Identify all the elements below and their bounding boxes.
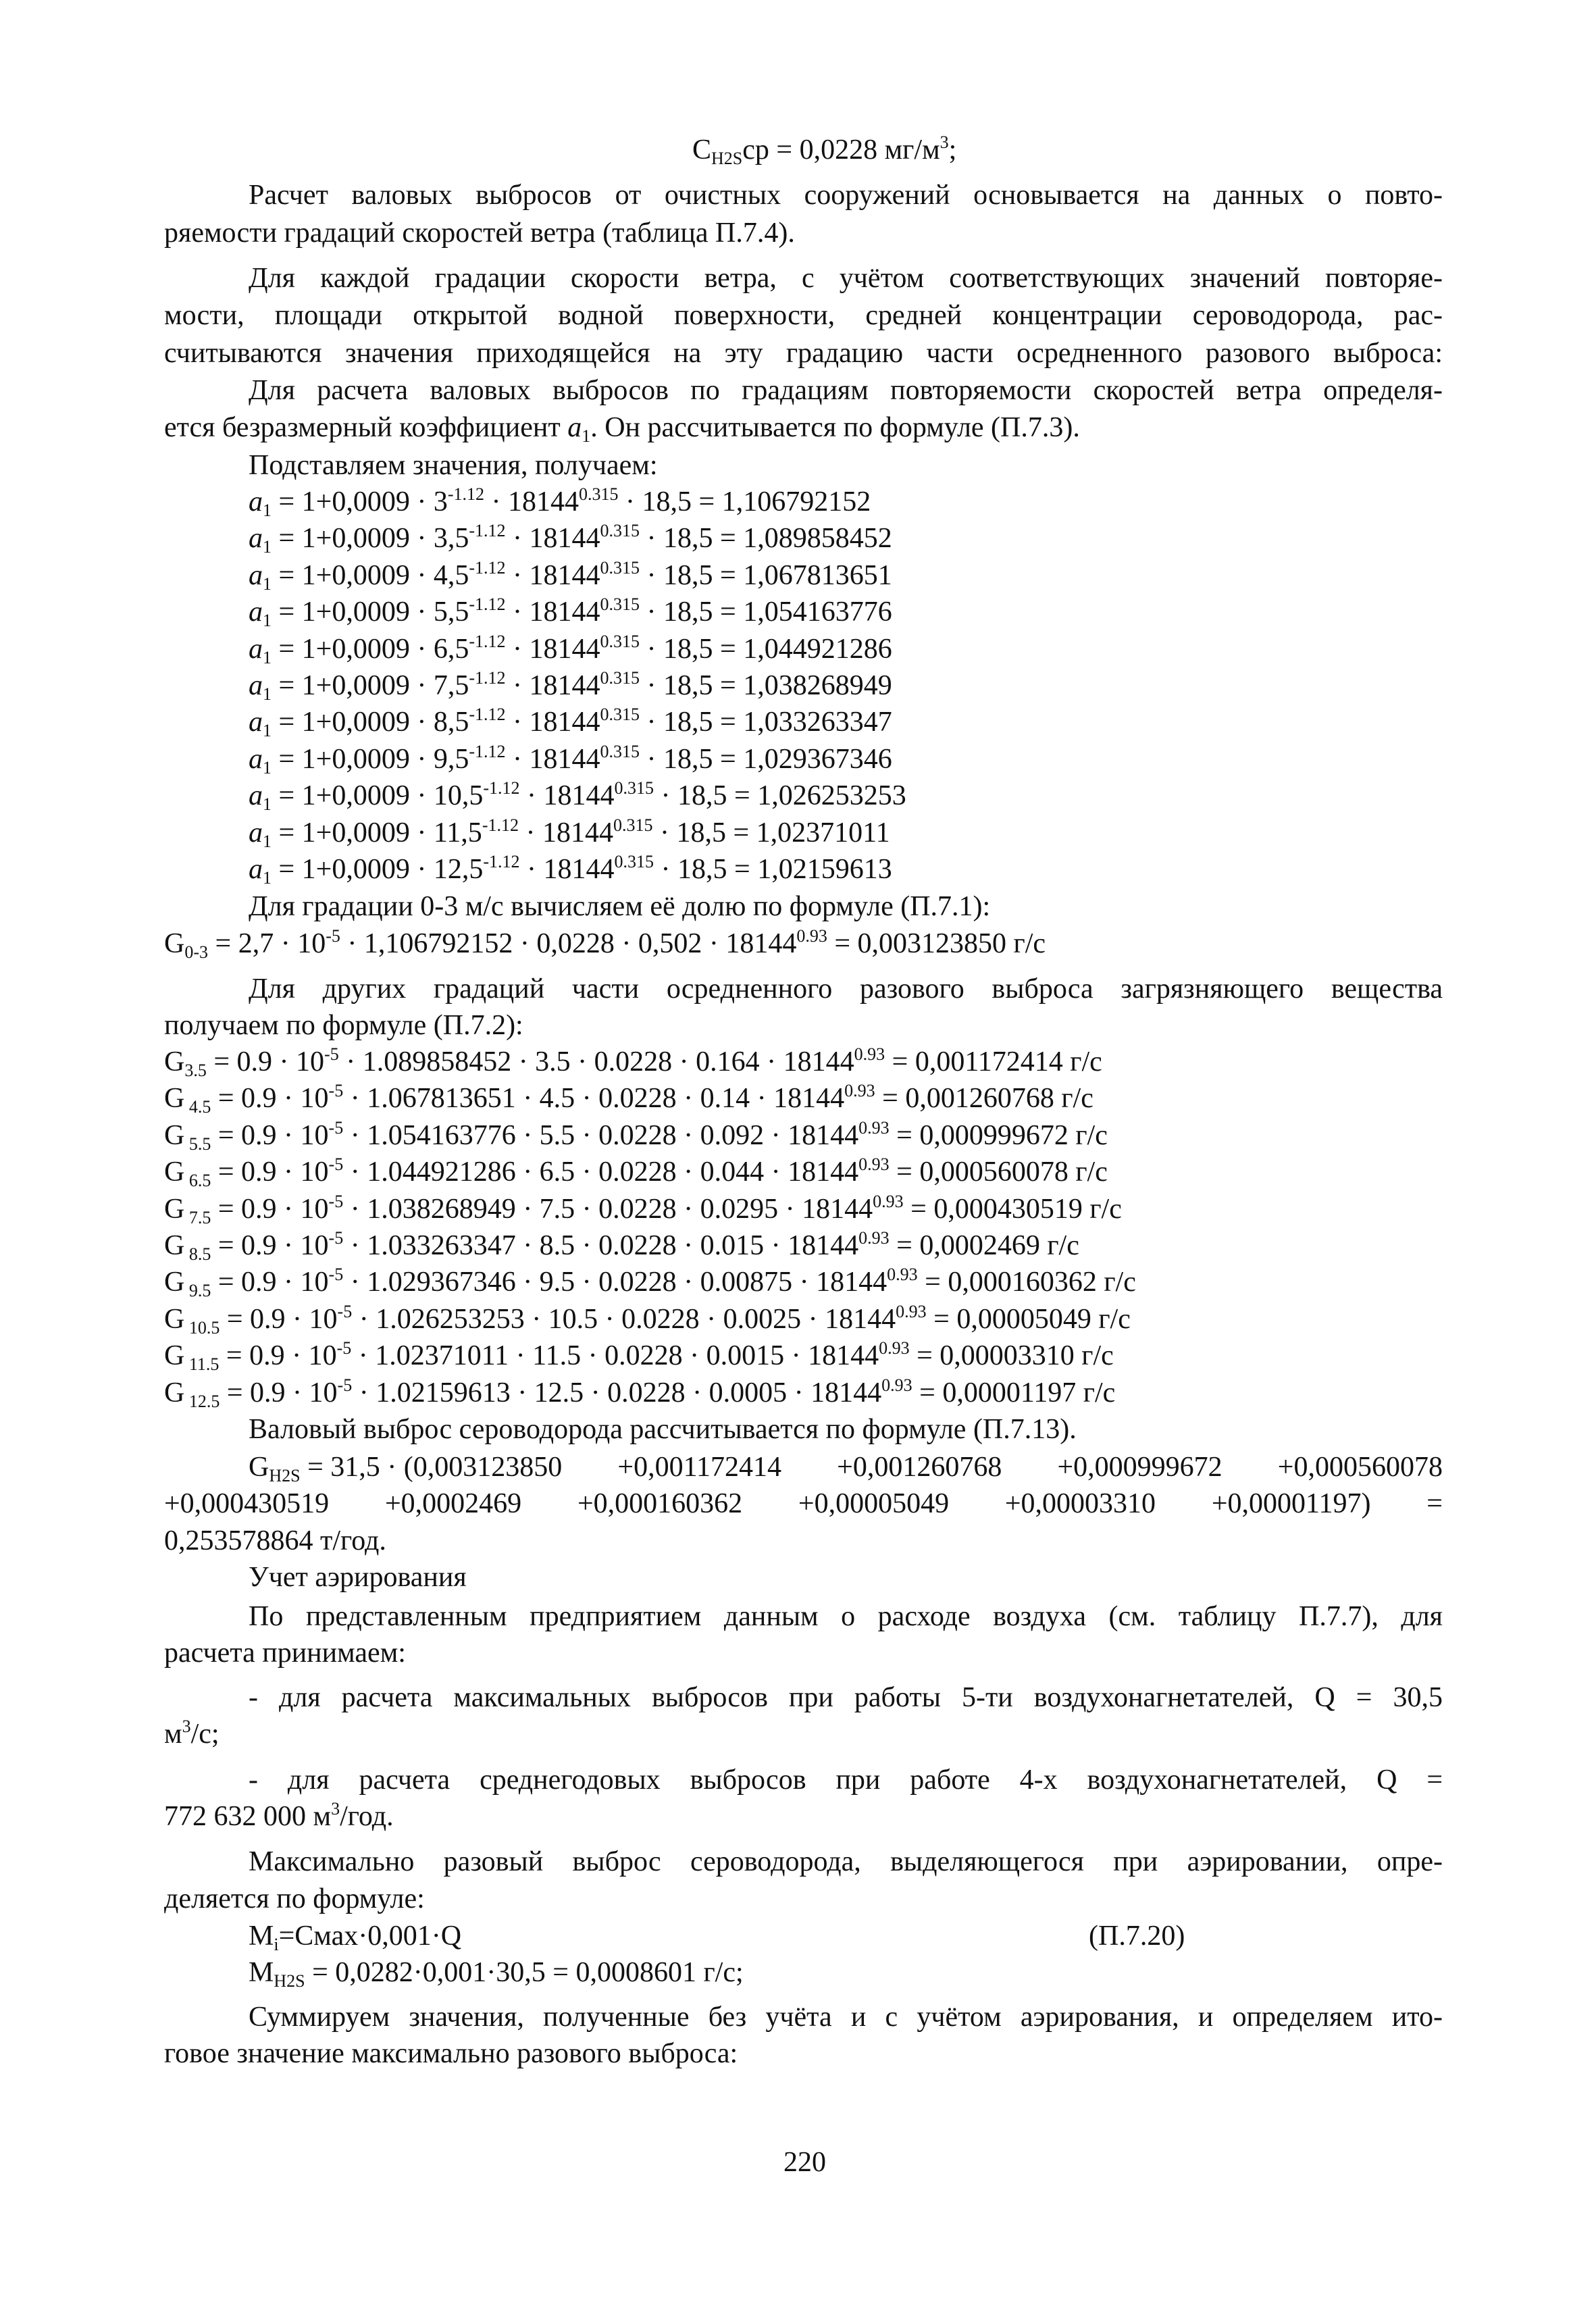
g-var: G xyxy=(164,1377,185,1408)
g-a: = 0.9 · 10 xyxy=(219,1340,337,1372)
g-e2: 0.93 xyxy=(896,1301,927,1321)
a1-exp1: -1.12 xyxy=(483,852,520,871)
a1-formula-line xyxy=(249,778,906,814)
a1-sub: 1 xyxy=(263,757,272,778)
a1-prefix: = 1+0,0009 · 4,5 xyxy=(272,559,469,591)
g-body: · 1.038268949 · 7.5 · 0.0228 · 0.0295 · 18144 xyxy=(343,1193,873,1225)
para-13-line-1: Суммируем значения, полученные без учёта и с учётом аэрирования, и определяем ито- xyxy=(249,2002,1443,2033)
para-2-line-1: Для каждой градации скорости ветра, с учётом соответствующих значений повторяе- xyxy=(249,263,1443,294)
a1-exp2: 0.315 xyxy=(600,594,640,615)
g-var: G xyxy=(164,1340,185,1372)
mh2s-rest: = 0,0282·0,001·30,5 = 0,0008601 г/с; xyxy=(305,1957,744,1988)
g-e1: -5 xyxy=(328,1117,344,1138)
a1-mid: · 18144 xyxy=(505,670,600,701)
a1-var: a xyxy=(249,596,263,628)
g-e1: -5 xyxy=(324,1044,339,1064)
g03-sub: 0-3 xyxy=(184,942,209,962)
a1-prefix: = 1+0,0009 · 11,5 xyxy=(272,817,482,848)
a1-mid: · 18144 xyxy=(484,486,580,517)
gh2s-term: +0,000560078 xyxy=(1277,1452,1443,1483)
para-6-line-1: Для других градаций части осредненного разового выброса загрязняющего вещества xyxy=(249,973,1443,1005)
g-sub: 3.5 xyxy=(184,1061,207,1080)
g-e1: -5 xyxy=(328,1228,344,1248)
p10-sup: 3 xyxy=(182,1717,191,1736)
g-var: G xyxy=(164,1083,185,1115)
g-a: = 0.9 · 10 xyxy=(211,1119,329,1151)
g-sub: 11.5 xyxy=(184,1354,220,1375)
a1-sub: 1 xyxy=(263,721,272,741)
para-10-line-1: - для расчета максимальных выбросов при работы 5-ти воздухонагнетателей, Q = 30,5 xyxy=(249,1682,1443,1713)
para-11-line-1: - для расчета среднегодовых выбросов при работе 4-х воздухонагнетателей, Q = xyxy=(249,1764,1443,1796)
a1-tail: · 18,5 = 1,067813651 xyxy=(640,559,892,591)
mh2s-formula xyxy=(249,1954,744,1991)
gh2s-term: +0,000430519 xyxy=(164,1488,330,1519)
a1-tail: · 18,5 = 1,02159613 xyxy=(654,854,892,885)
a1-var: a xyxy=(249,633,263,665)
para-1-line-2: ряемости градаций скоростей ветра (таблица П.7.4). xyxy=(164,218,795,249)
g-body: · 1.044921286 · 6.5 · 0.0228 · 0.044 · 18144 xyxy=(343,1156,859,1188)
para-9-line-2: расчета принимаем: xyxy=(164,1637,406,1669)
a1-formula-line xyxy=(249,557,892,594)
a1-formula-line xyxy=(249,594,892,630)
g-body: · 1.029367346 · 9.5 · 0.0228 · 0.00875 · 18144 xyxy=(343,1267,887,1298)
a1-prefix: = 1+0,0009 · 6,5 xyxy=(272,633,469,665)
g-sub: 5.5 xyxy=(184,1134,211,1154)
g-sub: 9.5 xyxy=(184,1281,211,1301)
a1-exp1: -1.12 xyxy=(482,815,519,835)
a1-var: a xyxy=(249,523,263,555)
g-e2: 0.93 xyxy=(879,1338,910,1358)
a1-prefix: = 1+0,0009 · 10,5 xyxy=(272,780,484,812)
g-a: = 0.9 · 10 xyxy=(211,1267,329,1298)
g03-e2: 0.93 xyxy=(796,926,827,946)
g-e2: 0.93 xyxy=(844,1081,875,1101)
a1-exp2: 0.315 xyxy=(614,852,654,871)
g-sub: 6.5 xyxy=(184,1171,211,1191)
a1-tail: · 18,5 = 1,033263347 xyxy=(640,707,892,738)
gh2s-term: +0,000999672 xyxy=(1057,1452,1222,1483)
p11-b: /год. xyxy=(340,1801,394,1832)
a1-exp1: -1.12 xyxy=(469,631,506,651)
g-body: · 1.02371011 · 11.5 · 0.0228 · 0.0015 · 18144 xyxy=(351,1340,879,1372)
a1-mid: · 18144 xyxy=(505,743,600,775)
a1-prefix: = 1+0,0009 · 8,5 xyxy=(272,707,469,738)
g-e1: -5 xyxy=(337,1301,353,1321)
para-12-line-1: Максимально разовый выброс сероводорода, выделяющегося при аэрировании, опре- xyxy=(249,1846,1443,1877)
a1-exp2: 0.315 xyxy=(600,631,640,651)
a1-exp1: -1.12 xyxy=(469,705,506,725)
gh2s-term: +0,00005049 xyxy=(798,1488,950,1519)
g-e1: -5 xyxy=(328,1154,344,1175)
a1-sub: 1 xyxy=(263,684,272,704)
a1-formula-line xyxy=(249,484,871,520)
a1-exp1: -1.12 xyxy=(447,484,485,504)
g-body: · 1.02159613 · 12.5 · 0.0228 · 0.0005 · 18144 xyxy=(352,1377,882,1408)
g-e2: 0.93 xyxy=(858,1228,890,1248)
p11-sup: 3 xyxy=(331,1799,340,1819)
a1-exp2: 0.315 xyxy=(579,484,619,504)
g03-c: = 0,003123850 г/с xyxy=(827,928,1046,959)
g-res: = 0,00001197 г/с xyxy=(912,1377,1116,1408)
a1-sub: 1 xyxy=(263,501,272,520)
coef-a1-sub: 1 xyxy=(582,426,591,446)
a1-formula-line xyxy=(249,704,892,740)
g-formula-line xyxy=(164,1080,1093,1117)
gh2s-term: +0,00003310 xyxy=(1004,1488,1156,1519)
g-var: G xyxy=(164,1303,185,1335)
a1-sub: 1 xyxy=(263,611,272,631)
g-var: G xyxy=(164,1193,185,1225)
gh2s-line-2 xyxy=(164,1485,1443,1522)
a1-prefix: = 1+0,0009 · 5,5 xyxy=(272,596,469,628)
g-e1: -5 xyxy=(328,1081,344,1101)
para-5: Для градации 0-3 м/с вычисляем её долю по формуле (П.7.1): xyxy=(249,891,991,922)
g-res: = 0,000160362 г/с xyxy=(917,1267,1136,1298)
a1-sub: 1 xyxy=(263,794,272,815)
a1-mid: · 18144 xyxy=(518,817,613,848)
heading-sub: H2S xyxy=(711,149,743,168)
a1-prefix: = 1+0,0009 · 3,5 xyxy=(272,523,469,555)
gh2s-eq: = 31,5 · (0,003123850 xyxy=(300,1452,563,1483)
a1-formula-line xyxy=(249,667,892,704)
g-a: = 0.9 · 10 xyxy=(211,1156,329,1188)
g-var: G xyxy=(164,1046,185,1077)
g-body: · 1.067813651 · 4.5 · 0.0228 · 0.14 · 18144 xyxy=(343,1083,845,1115)
a1-exp2: 0.315 xyxy=(600,668,640,688)
a1-tail: · 18,5 = 1,054163776 xyxy=(640,596,892,628)
g-e2: 0.93 xyxy=(873,1191,904,1211)
a1-formula-line xyxy=(249,741,892,778)
heading-end: ; xyxy=(948,134,957,166)
a1-prefix: = 1+0,0009 · 3 xyxy=(272,486,448,517)
a1-mid: · 18144 xyxy=(505,559,600,591)
g-sub: 8.5 xyxy=(184,1244,211,1264)
g-formula-line xyxy=(164,1227,1079,1264)
para-3-line-1: Для расчета валовых выбросов по градациям повторяемости скоростей ветра определя- xyxy=(249,375,1443,406)
g-e2: 0.93 xyxy=(858,1117,890,1138)
g-e2: 0.93 xyxy=(858,1154,890,1175)
para-8-subheading: Учет аэрирования xyxy=(249,1562,467,1593)
para-2-line-3: считываются значения приходящейся на эту градацию части осредненного разового выброса: xyxy=(164,338,1443,369)
a1-mid: · 18144 xyxy=(519,780,615,812)
g-formula-line xyxy=(164,1044,1102,1080)
g-e2: 0.93 xyxy=(887,1265,918,1285)
a1-tail: · 18,5 = 1,106792152 xyxy=(618,486,871,517)
heading-rest: ср = 0,0228 мг/м xyxy=(742,134,940,166)
g-e1: -5 xyxy=(328,1265,344,1285)
g-res: = 0,000430519 г/с xyxy=(903,1193,1122,1225)
a1-exp1: -1.12 xyxy=(469,668,506,688)
g-res: = 0,000999672 г/с xyxy=(889,1119,1108,1151)
g-sub: 4.5 xyxy=(184,1097,211,1117)
a1-mid: · 18144 xyxy=(519,854,615,885)
para-12-line-2: деляется по формуле: xyxy=(164,1883,425,1914)
g-formula-line xyxy=(164,1264,1136,1300)
g-res: = 0,0002469 г/с xyxy=(889,1230,1079,1261)
a1-formula-line xyxy=(249,851,892,888)
gh2s-term: = xyxy=(1426,1488,1443,1519)
f20-rest: =Cмах·0,001·Q xyxy=(278,1921,462,1952)
gh2s-term: +0,000160362 xyxy=(577,1488,743,1519)
a1-tail: · 18,5 = 1,02371011 xyxy=(652,817,890,848)
gh2s-term: +0,001172414 xyxy=(617,1452,782,1483)
formula-p7-20 xyxy=(249,1918,461,1954)
a1-exp1: -1.12 xyxy=(469,521,506,541)
a1-exp2: 0.315 xyxy=(600,557,640,578)
g-var: G xyxy=(164,1230,185,1261)
a1-var: a xyxy=(249,743,263,775)
heading-formula xyxy=(692,132,956,168)
a1-exp1: -1.12 xyxy=(469,741,506,761)
a1-mid: · 18144 xyxy=(505,707,600,738)
a1-tail: · 18,5 = 1,038268949 xyxy=(640,670,892,701)
g-e2: 0.93 xyxy=(854,1044,885,1064)
g-formula-line xyxy=(164,1338,1114,1374)
g-sub: 7.5 xyxy=(184,1207,211,1227)
g03-a: = 2,7 · 10 xyxy=(208,928,326,959)
gh2s-head xyxy=(249,1449,562,1485)
para-11-line-2 xyxy=(164,1798,394,1835)
gh2s-sub: H2S xyxy=(269,1466,301,1485)
para-4: Подставляем значения, получаем: xyxy=(249,450,658,481)
f20-sub: i xyxy=(274,1935,279,1954)
para-3-line-2 xyxy=(164,409,1080,446)
a1-sub: 1 xyxy=(263,537,272,557)
p10-b: /с; xyxy=(190,1719,220,1750)
g-res: = 0,001172414 г/с xyxy=(885,1046,1102,1077)
g-res: = 0,00003310 г/с xyxy=(909,1340,1114,1372)
g03-e1: -5 xyxy=(326,926,340,946)
gh2s-line-3: 0,253578864 т/год. xyxy=(164,1525,386,1556)
g-sub: 12.5 xyxy=(184,1391,220,1411)
g-body: · 1.026253253 · 10.5 · 0.0228 · 0.0025 · 18144 xyxy=(352,1303,896,1335)
g-a: = 0.9 · 10 xyxy=(220,1303,338,1335)
g03-b: · 1,106792152 · 0,0228 · 0,502 · 18144 xyxy=(340,928,797,959)
g-formula-line xyxy=(164,1117,1108,1154)
a1-exp2: 0.315 xyxy=(614,778,654,798)
a1-var: a xyxy=(249,780,263,812)
a1-sub: 1 xyxy=(263,574,272,594)
mh2s-sub: H2S xyxy=(274,1971,305,1991)
heading-sup: 3 xyxy=(939,132,949,152)
a1-sub: 1 xyxy=(263,831,272,851)
gh2s-line-1 xyxy=(249,1449,1443,1485)
para-6-line-2: получаем по формуле (П.7.2): xyxy=(164,1010,523,1041)
a1-prefix: = 1+0,0009 · 12,5 xyxy=(272,854,484,885)
g03-formula xyxy=(164,925,1046,962)
para-9-line-1: По представленным предприятием данным о расходе воздуха (см. таблицу П.7.7), для xyxy=(249,1601,1443,1632)
a1-var: a xyxy=(249,854,263,885)
a1-exp2: 0.315 xyxy=(600,741,640,761)
g-var: G xyxy=(164,1119,185,1151)
a1-sub: 1 xyxy=(263,868,272,888)
p11-a: 772 632 000 м xyxy=(164,1801,332,1832)
formula-number: (П.7.20) xyxy=(1089,1921,1185,1952)
g-res: = 0,00005049 г/с xyxy=(926,1303,1131,1335)
p10-a: м xyxy=(164,1719,182,1750)
g-var: G xyxy=(164,1267,185,1298)
a1-formula-line xyxy=(249,815,890,851)
mh2s-var: M xyxy=(249,1957,274,1988)
g-e1: -5 xyxy=(336,1338,352,1358)
gh2s-term: +0,00001197) xyxy=(1211,1488,1371,1519)
a1-prefix: = 1+0,0009 · 9,5 xyxy=(272,743,469,775)
g-e1: -5 xyxy=(328,1191,344,1211)
g-res: = 0,001260768 г/с xyxy=(875,1083,1093,1115)
a1-tail: · 18,5 = 1,026253253 xyxy=(654,780,906,812)
g-body: · 1.033263347 · 8.5 · 0.0228 · 0.015 · 18144 xyxy=(343,1230,859,1261)
g-a: = 0.9 · 10 xyxy=(211,1083,329,1115)
g03-var: G xyxy=(164,928,185,959)
page-number: 220 xyxy=(783,2147,826,2178)
a1-exp2: 0.315 xyxy=(600,521,640,541)
a1-formula-line xyxy=(249,631,892,667)
a1-tail: · 18,5 = 1,029367346 xyxy=(640,743,892,775)
gh2s-term: +0,0002469 xyxy=(384,1488,522,1519)
a1-exp1: -1.12 xyxy=(469,594,506,615)
heading-c: C xyxy=(692,134,712,166)
coef-a1-var: a xyxy=(567,412,582,443)
a1-exp2: 0.315 xyxy=(613,815,653,835)
g-res: = 0,000560078 г/с xyxy=(889,1156,1108,1188)
a1-tail: · 18,5 = 1,044921286 xyxy=(640,633,892,665)
a1-sub: 1 xyxy=(263,647,272,667)
g-formula-line xyxy=(164,1375,1115,1411)
a1-formula-line xyxy=(249,520,892,557)
g-a: = 0.9 · 10 xyxy=(220,1377,338,1408)
a1-prefix: = 1+0,0009 · 7,5 xyxy=(272,670,469,701)
gh2s-var: G xyxy=(249,1452,269,1483)
g-sub: 10.5 xyxy=(184,1317,220,1338)
a1-var: a xyxy=(249,486,263,517)
g-body: · 1.089858452 · 3.5 · 0.0228 · 0.164 · 18144 xyxy=(338,1046,854,1077)
g-formula-line xyxy=(164,1154,1108,1190)
para-13-line-2: говое значение максимально разового выброса: xyxy=(164,2038,738,2069)
a1-var: a xyxy=(249,670,263,701)
para-1-line-1: Расчет валовых выбросов от очистных сооружений основывается на данных о повто- xyxy=(249,180,1443,211)
g-var: G xyxy=(164,1156,185,1188)
g-body: · 1.054163776 · 5.5 · 0.0228 · 0.092 · 18144 xyxy=(343,1119,859,1151)
a1-var: a xyxy=(249,817,263,848)
a1-mid: · 18144 xyxy=(505,596,600,628)
g-a: = 0.9 · 10 xyxy=(211,1230,329,1261)
g-e1: -5 xyxy=(337,1375,353,1395)
g-a: = 0.9 · 10 xyxy=(211,1193,329,1225)
para-3-text-a: ется безразмерный коэффициент xyxy=(164,412,568,443)
a1-exp1: -1.12 xyxy=(483,778,520,798)
para-7: Валовый выброс сероводорода рассчитывается по формуле (П.7.13). xyxy=(249,1414,1077,1445)
para-2-line-2: мости, площади открытой водной поверхности, средней концентрации сероводорода, рас- xyxy=(164,300,1443,331)
g-e2: 0.93 xyxy=(881,1375,912,1395)
f20-var: M xyxy=(249,1921,274,1952)
g-formula-line xyxy=(164,1301,1131,1338)
a1-mid: · 18144 xyxy=(505,523,600,555)
a1-var: a xyxy=(249,707,263,738)
a1-mid: · 18144 xyxy=(505,633,600,665)
gh2s-term: +0,001260768 xyxy=(837,1452,1002,1483)
a1-exp1: -1.12 xyxy=(469,557,506,578)
para-3-text-b: . Он рассчитывается по формуле (П.7.3). xyxy=(590,412,1080,443)
a1-tail: · 18,5 = 1,089858452 xyxy=(640,523,892,555)
g-formula-line xyxy=(164,1191,1122,1227)
g-a: = 0.9 · 10 xyxy=(206,1046,325,1077)
a1-var: a xyxy=(249,559,263,591)
para-10-line-2 xyxy=(164,1716,220,1752)
a1-exp2: 0.315 xyxy=(600,705,640,725)
